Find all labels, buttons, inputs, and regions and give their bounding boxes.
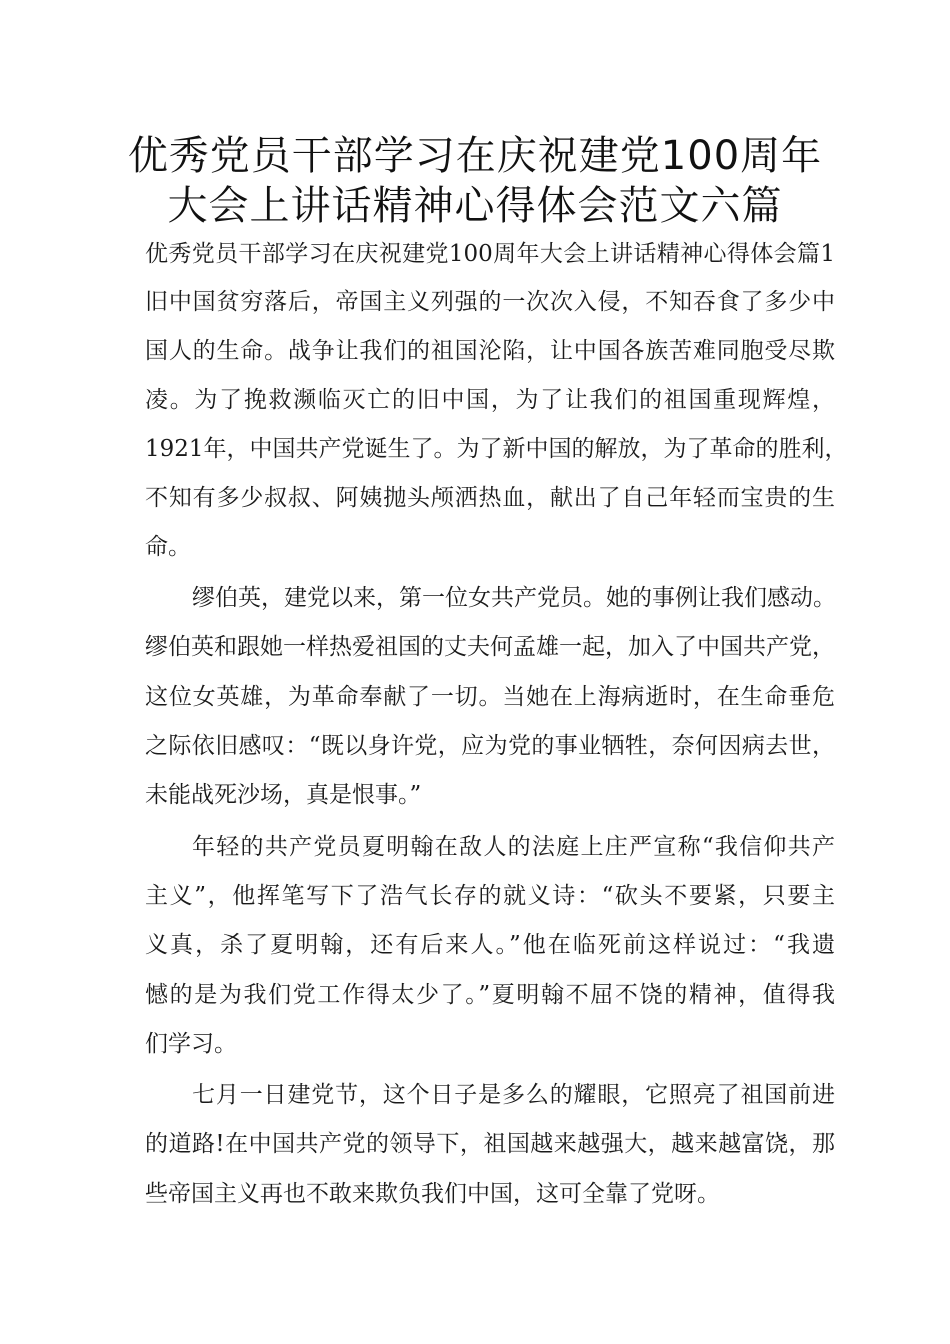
paragraph-line: 主义”，他挥笔写下了浩气长存的就义诗：“砍头不要紧，只要主 [145,883,835,909]
paragraph-line: 年轻的共产党员夏明翰在敌人的法庭上庄严宣称“我信仰共产 [192,834,835,860]
paragraph-line: 缪伯英，建党以来，第一位女共产党员。她的事例让我们感动。 [192,585,836,611]
document-title-line-1: 优秀党员干部学习在庆祝建党100周年 [127,133,823,179]
paragraph-line: 凌。为了挽救濒临灭亡的旧中国，为了让我们的祖国重现辉煌， [145,387,835,413]
document-title-line-2: 大会上讲话精神心得体会范文六篇 [167,183,783,229]
paragraph-line: 们学习。 [145,1031,237,1057]
section-heading: 优秀党员干部学习在庆祝建党100周年大会上讲话精神心得体会篇1 [145,241,835,267]
paragraph-line: 憾的是为我们党工作得太少了。”夏明翰不屈不饶的精神，值得我 [145,982,835,1008]
paragraph-line: 义真，杀了夏明翰，还有后来人。”他在临死前这样说过：“我遗 [145,932,835,958]
paragraph-line: 未能战死沙场，真是恨事。” [145,782,422,808]
paragraph-line: 的道路!在中国共产党的领导下，祖国越来越强大，越来越富饶，那 [145,1131,835,1157]
paragraph-line: 之际依旧感叹：“既以身许党，应为党的事业牺牲，奈何因病去世， [145,733,835,759]
paragraph-line: 缪伯英和跟她一样热爱祖国的丈夫何孟雄一起，加入了中国共产党， [145,634,835,660]
paragraph-line: 命。 [145,534,191,560]
paragraph-line: 这位女英雄，为革命奉献了一切。当她在上海病逝时，在生命垂危 [145,684,835,710]
paragraph-line: 旧中国贫穷落后，帝国主义列强的一次次入侵，不知吞食了多少中 [145,289,835,315]
paragraph-line: 1921年，中国共产党诞生了。为了新中国的解放，为了革命的胜利， [145,436,848,462]
paragraph-line: 七月一日建党节，这个日子是多么的耀眼，它照亮了祖国前进 [192,1082,835,1108]
paragraph-line: 国人的生命。战争让我们的祖国沦陷，让中国各族苦难同胞受尽欺 [145,338,835,364]
paragraph-line: 些帝国主义再也不敢来欺负我们中国，这可全靠了党呀。 [145,1181,720,1207]
paragraph-line: 不知有多少叔叔、阿姨抛头颅洒热血，献出了自己年轻而宝贵的生 [145,485,835,511]
